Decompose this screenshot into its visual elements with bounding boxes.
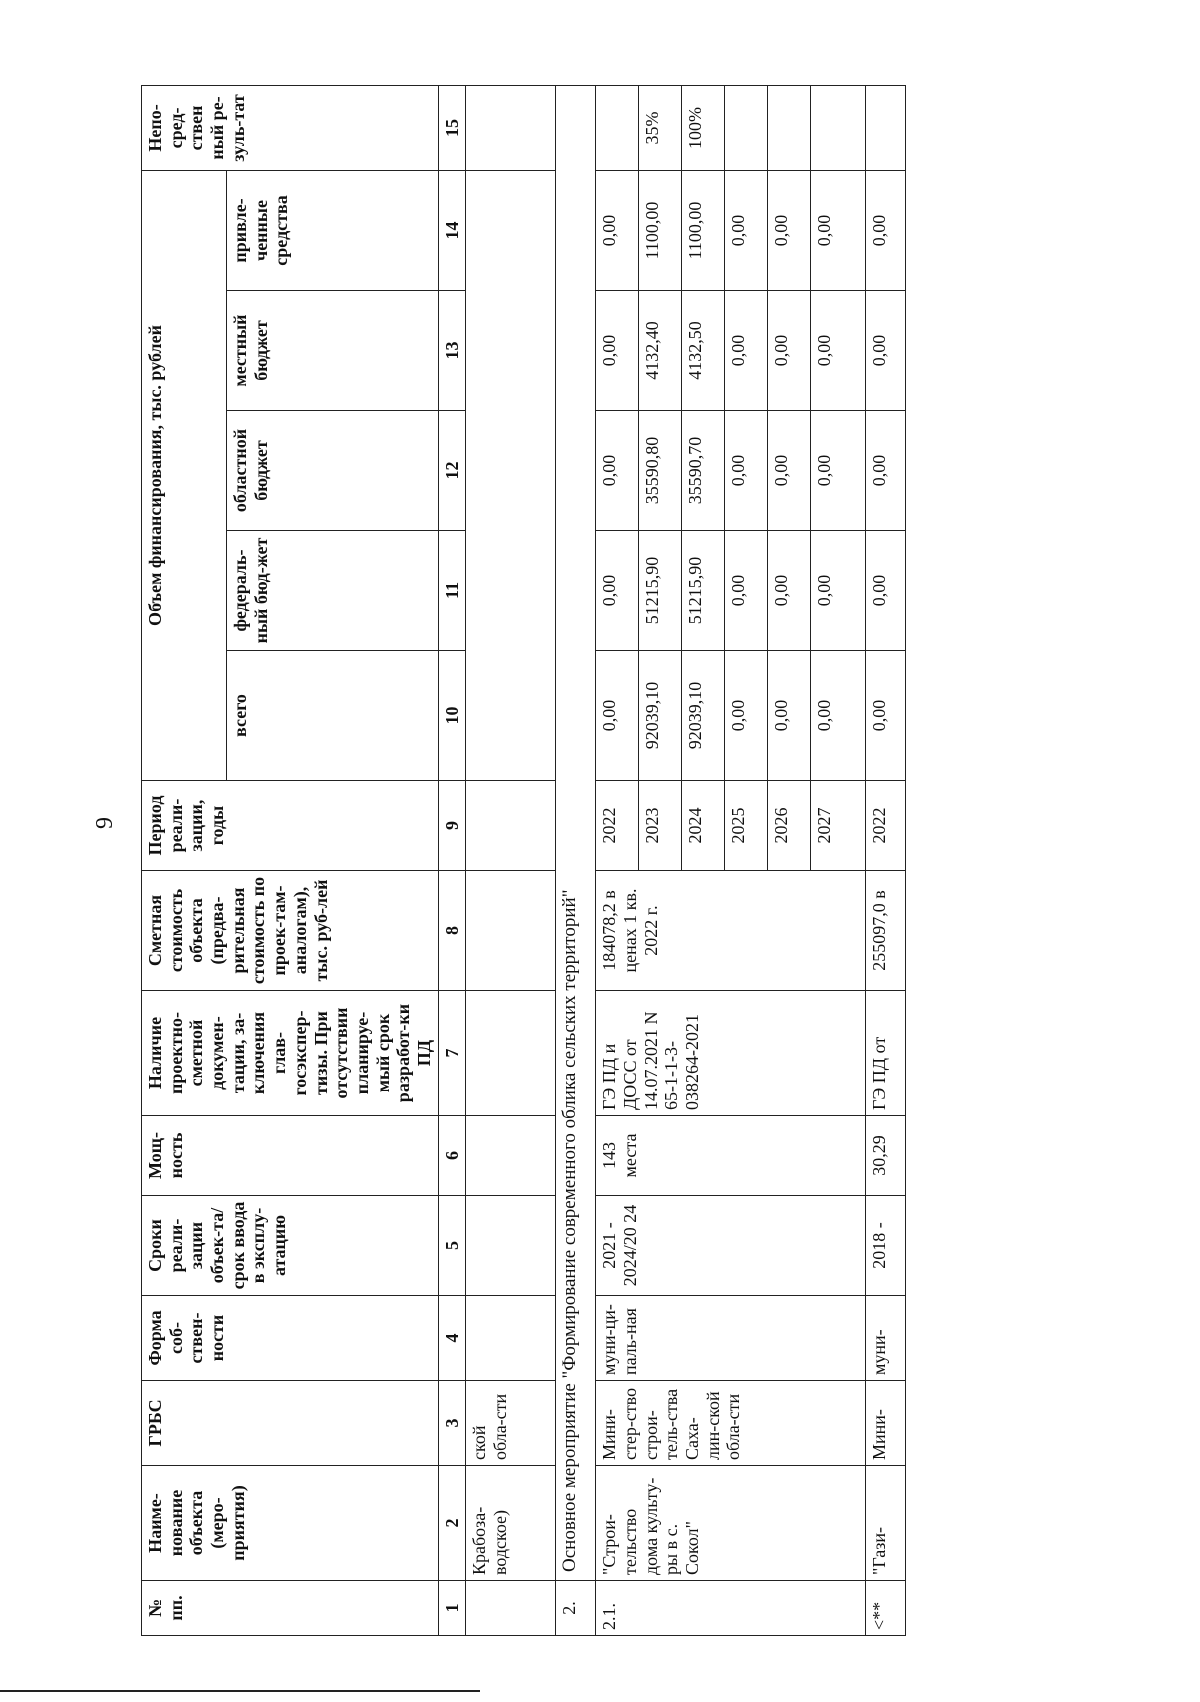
next-num: <**	[866, 1581, 906, 1636]
regional-cell: 35590,70	[682, 411, 725, 531]
attracted-cell: 0,00	[596, 170, 639, 290]
regional-cell: 0,00	[866, 411, 906, 531]
total-cell: 92039,10	[682, 651, 725, 781]
attracted-cell: 0,00	[725, 170, 768, 290]
item-ownership: муни-ци-паль-ная	[596, 1296, 866, 1381]
total-cell: 0,00	[768, 651, 811, 781]
local-cell: 4132,50	[682, 291, 725, 411]
empty-cell	[466, 85, 556, 170]
attracted-cell: 1100,00	[682, 170, 725, 290]
header-regional: областной бюджет	[226, 411, 438, 531]
header-ownership: Форма соб-ствен-ности	[142, 1296, 439, 1381]
attracted-cell: 0,00	[811, 170, 866, 290]
section-title: Основное мероприятие "Формирование современного облика сельских территорий"	[556, 85, 596, 1580]
federal-cell: 0,00	[596, 531, 639, 651]
item-row-2022	[596, 85, 639, 1635]
next-ownership: муни-	[866, 1296, 906, 1381]
total-cell: 92039,10	[639, 651, 682, 781]
year-cell: 2026	[768, 781, 811, 871]
year-cell: 2022	[596, 781, 639, 871]
header-capacity: Мощ-ность	[142, 1116, 439, 1196]
item-capacity: 143 места	[596, 1116, 866, 1196]
result-cell	[866, 85, 906, 170]
item-cost: 184078,2 в ценах 1 кв. 2022 г.	[596, 871, 866, 991]
carry-grbs: ской обла-сти	[466, 1381, 556, 1466]
year-cell: 2027	[811, 781, 866, 871]
carry-name: Крабоза-водское)	[466, 1466, 556, 1581]
footer-rule	[0, 1690, 480, 1692]
header-financing: Объем финансирования, тыс. рублей	[142, 170, 227, 780]
header-federal: федераль-ный бюд-жет	[226, 531, 438, 651]
empty-cell	[466, 1116, 556, 1196]
next-cost: 255097,0 в	[866, 871, 906, 991]
next-capacity: 30,29	[866, 1116, 906, 1196]
result-cell: 35%	[639, 85, 682, 170]
next-terms: 2018 -	[866, 1196, 906, 1296]
local-cell: 0,00	[768, 291, 811, 411]
empty-cell	[466, 871, 556, 991]
next-grbs: Мини-	[866, 1381, 906, 1466]
federal-cell: 51215,90	[682, 531, 725, 651]
result-cell	[811, 85, 866, 170]
attracted-cell: 1100,00	[639, 170, 682, 290]
col-number: 2	[438, 1466, 466, 1581]
col-number: 12	[438, 411, 466, 531]
header-terms: Сроки реали-зации объек-та/срок ввода в эксплу-атацию	[142, 1196, 439, 1296]
regional-cell: 0,00	[725, 411, 768, 531]
carry-num	[466, 1581, 556, 1636]
total-cell: 0,00	[866, 651, 906, 781]
result-cell	[725, 85, 768, 170]
regional-cell: 0,00	[596, 411, 639, 531]
result-cell	[596, 85, 639, 170]
attracted-cell: 0,00	[866, 170, 906, 290]
empty-cell	[466, 1296, 556, 1381]
header-name: Наиме-нование объекта (меро-приятия)	[142, 1466, 439, 1581]
header-grbs: ГРБС	[142, 1381, 439, 1466]
empty-cell	[466, 170, 556, 780]
year-cell: 2024	[682, 781, 725, 871]
header-row	[142, 85, 227, 1635]
item-grbs: Мини-стер-ство строи-тель-ства Саха-лин-ской обла-сти	[596, 1381, 866, 1466]
regional-cell: 0,00	[811, 411, 866, 531]
federal-cell: 51215,90	[639, 531, 682, 651]
result-cell: 100%	[682, 85, 725, 170]
header-result: Непо-сред-ствен ный ре-зуль-тат	[142, 85, 439, 170]
result-cell	[768, 85, 811, 170]
empty-cell	[466, 781, 556, 871]
section-num: 2.	[556, 1581, 596, 1636]
section-row	[556, 85, 596, 1635]
col-number: 14	[438, 170, 466, 290]
local-cell: 0,00	[596, 291, 639, 411]
financing-table	[141, 85, 906, 1636]
item-num: 2.1.	[596, 1581, 866, 1636]
year-cell: 2025	[725, 781, 768, 871]
col-number: 11	[438, 531, 466, 651]
federal-cell: 0,00	[866, 531, 906, 651]
header-years: Период реали-зации, годы	[142, 781, 439, 871]
local-cell: 0,00	[866, 291, 906, 411]
total-cell: 0,00	[811, 651, 866, 781]
next-name: "Гази-	[866, 1466, 906, 1581]
federal-cell: 0,00	[768, 531, 811, 651]
next-docs: ГЭ ПД от	[866, 991, 906, 1116]
item-terms: 2021 - 2024/20 24	[596, 1196, 866, 1296]
year-cell: 2022	[866, 781, 906, 871]
col-number: 3	[438, 1381, 466, 1466]
col-number: 6	[438, 1116, 466, 1196]
next-item-row	[866, 85, 906, 1635]
year-cell: 2023	[639, 781, 682, 871]
empty-cell	[466, 991, 556, 1116]
item-name: "Строи-тельство дома культу-ры в с. Сокол"	[596, 1466, 866, 1581]
local-cell: 0,00	[811, 291, 866, 411]
item-docs: ГЭ ПД и ДОСС от 14.07.2021 N 65-1-1-3-038264-2021	[596, 991, 866, 1116]
header-cost: Сметная стоимость объекта (предва-рительная стоимость по проек-там-аналогам), тыс. руб-лей	[142, 871, 439, 991]
carry-over-row	[466, 85, 556, 1635]
header-num: № пп.	[142, 1581, 439, 1636]
regional-cell: 35590,80	[639, 411, 682, 531]
col-number: 13	[438, 291, 466, 411]
empty-cell	[466, 1196, 556, 1296]
col-number: 15	[438, 85, 466, 170]
col-number: 1	[438, 1581, 466, 1636]
col-number: 7	[438, 991, 466, 1116]
header-total: всего	[226, 651, 438, 781]
page-number: 9	[92, 817, 118, 829]
local-cell: 0,00	[725, 291, 768, 411]
total-cell: 0,00	[596, 651, 639, 781]
total-cell: 0,00	[725, 651, 768, 781]
col-number: 9	[438, 781, 466, 871]
local-cell: 4132,40	[639, 291, 682, 411]
header-local: местный бюджет	[226, 291, 438, 411]
attracted-cell: 0,00	[768, 170, 811, 290]
col-number: 5	[438, 1196, 466, 1296]
regional-cell: 0,00	[768, 411, 811, 531]
col-number: 10	[438, 651, 466, 781]
column-numbers-row	[438, 85, 466, 1635]
col-number: 8	[438, 871, 466, 991]
col-number: 4	[438, 1296, 466, 1381]
federal-cell: 0,00	[811, 531, 866, 651]
header-attracted: привле-ченные средства	[226, 170, 438, 290]
header-docs: Наличие проектно-сметной докумен-тации, за-ключения глав-госэкспер-тизы. При отсутствии планируе-мый срок разработ-ки ПД	[142, 991, 439, 1116]
federal-cell: 0,00	[725, 531, 768, 651]
rotated-page	[141, 94, 1200, 1636]
